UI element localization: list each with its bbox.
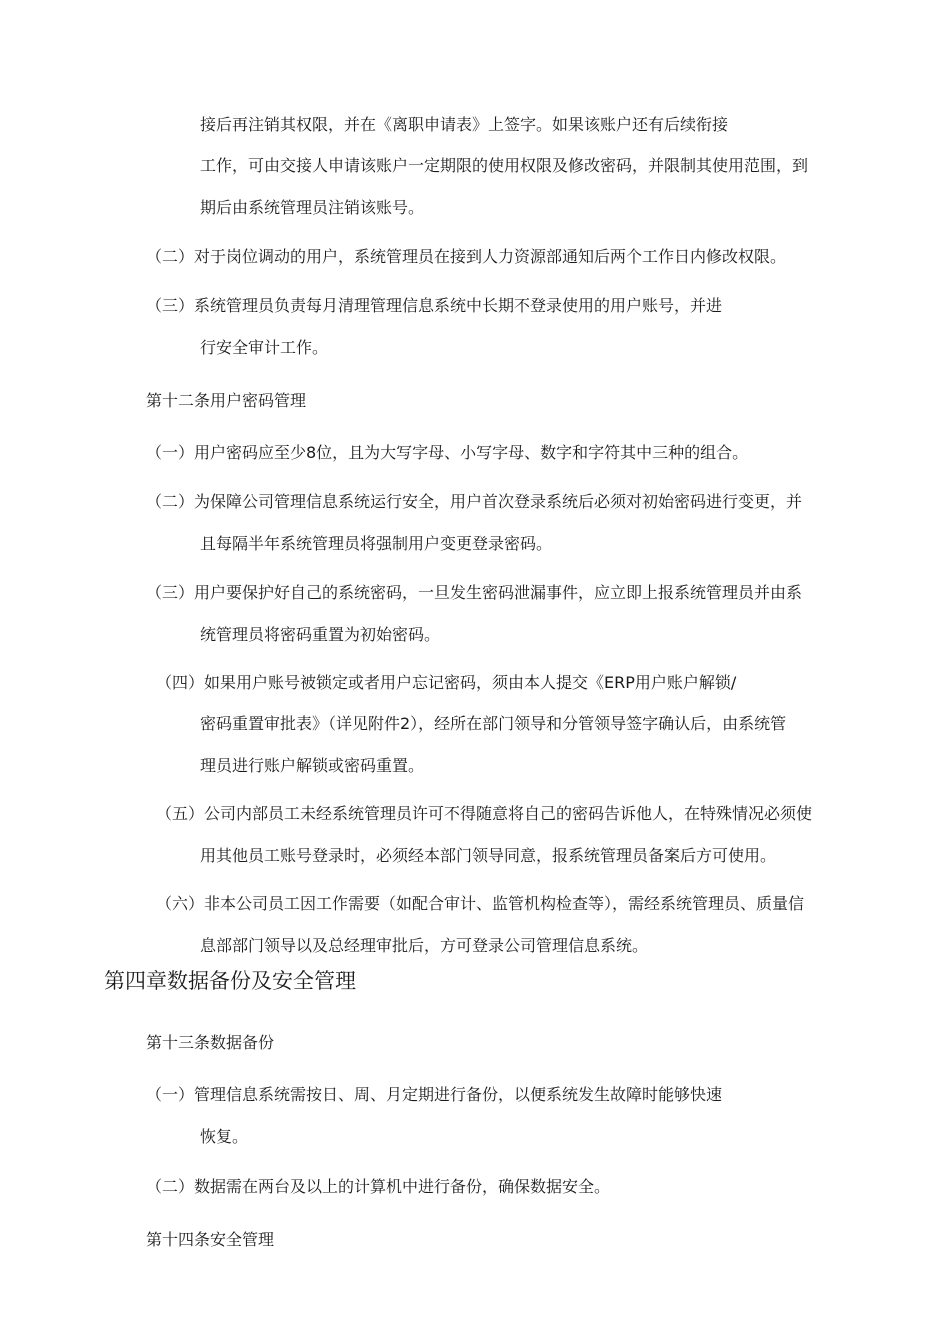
text-line: （一）管理信息系统需按日、周、月定期进行备份，以便系统发生故障时能够快速	[146, 1085, 723, 1104]
article-heading: 第十二条用户密码管理	[146, 391, 307, 410]
text-line: 期后由系统管理员注销该账号。	[200, 198, 425, 217]
text-line: 且每隔半年系统管理员将强制用户变更登录密码。	[200, 534, 553, 553]
text-line: （三）系统管理员负责每月清理管理信息系统中长期不登录使用的用户账号，并进	[146, 296, 723, 315]
text-line: 恢复。	[200, 1127, 249, 1146]
article-heading: 第十四条安全管理	[146, 1230, 275, 1249]
text-line: 行安全审计工作。	[200, 338, 329, 357]
article-heading: 第十三条数据备份	[146, 1033, 275, 1052]
text-line: （四）如果用户账号被锁定或者用户忘记密码，须由本人提交《ERP用户账户解锁/	[156, 673, 737, 692]
text-line: （二）对于岗位调动的用户，系统管理员在接到人力资源部通知后两个工作日内修改权限。	[146, 247, 787, 266]
text-line: （三）用户要保护好自己的系统密码，一旦发生密码泄漏事件，应立即上报系统管理员并由系	[146, 583, 803, 602]
text-line: （六）非本公司员工因工作需要（如配合审计、监管机构检查等），需经系统管理员、质量信	[156, 894, 805, 913]
text-line: （二）数据需在两台及以上的计算机中进行备份，确保数据安全。	[146, 1177, 611, 1196]
text-line: （一）用户密码应至少8位，且为大写字母、小写字母、数字和字符其中三种的组合。	[146, 443, 749, 462]
text-line: 接后再注销其权限，并在《离职申请表》上签字。如果该账户还有后续衔接	[200, 115, 729, 134]
text-line: 统管理员将密码重置为初始密码。	[200, 625, 441, 644]
text-line: 用其他员工账号登录时，必须经本部门领导同意，报系统管理员备案后方可使用。	[200, 846, 777, 865]
text-line: 密码重置审批表》（详见附件2），经所在部门领导和分管领导签字确认后，由系统管	[200, 714, 787, 733]
text-line: 息部部门领导以及总经理审批后，方可登录公司管理信息系统。	[200, 936, 649, 955]
text-line: （二）为保障公司管理信息系统运行安全，用户首次登录系统后必须对初始密码进行变更，并	[146, 492, 803, 511]
text-line: 工作，可由交接人申请该账户一定期限的使用权限及修改密码，并限制其使用范围，到	[200, 156, 809, 175]
text-line: 理员进行账户解锁或密码重置。	[200, 756, 425, 775]
chapter-heading: 第四章数据备份及安全管理	[104, 969, 356, 993]
text-line: （五）公司内部员工未经系统管理员许可不得随意将自己的密码告诉他人，在特殊情况必须使	[156, 804, 813, 823]
